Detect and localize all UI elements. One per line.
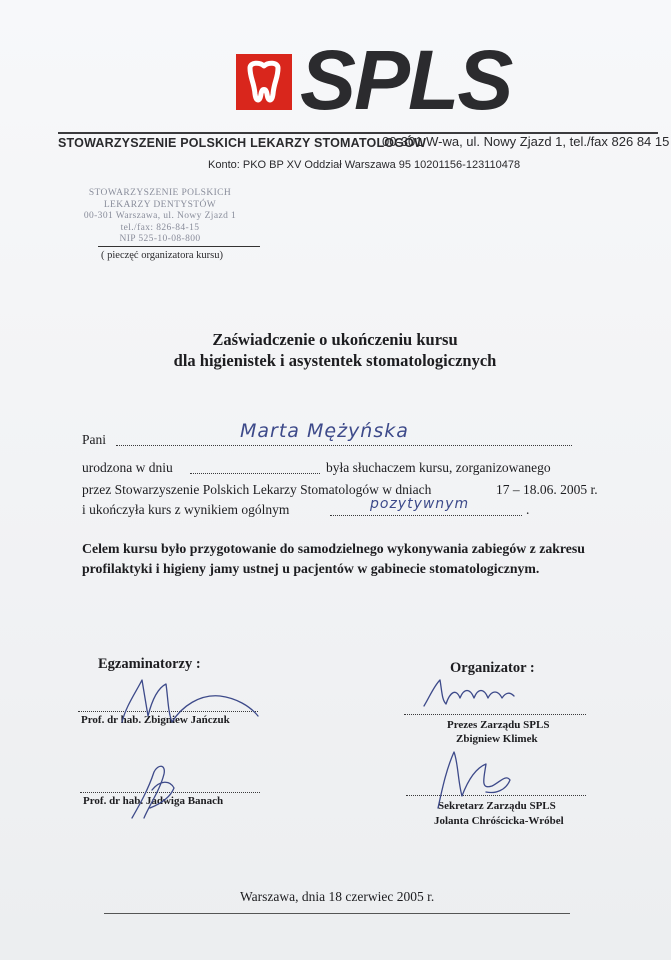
- attended-text: była słuchaczem kursu, zorganizowanego: [326, 460, 551, 475]
- stamp-caption: ( pieczęć organizatora kursu): [101, 250, 223, 261]
- organizer-heading: Organizator :: [450, 660, 535, 676]
- stamp-line: STOWARZYSZENIE POLSKICH: [88, 188, 232, 198]
- course-dates: 17 – 18.06. 2005 r.: [496, 482, 598, 497]
- stamp-line: LEKARZY DENTYSTÓW: [103, 199, 217, 210]
- signature-examiner-2: [132, 766, 174, 818]
- organization-name: STOWARZYSZENIE POLSKICH LEKARZY STOMATOLOGÓW: [58, 136, 427, 150]
- stamp-line: tel./fax: 826-84-15: [120, 222, 200, 233]
- president-title: Prezes Zarządu SPLS: [447, 719, 550, 731]
- logo-text: SPLS: [300, 33, 512, 127]
- pani-label: Pani: [82, 432, 107, 447]
- result-label: i ukończyła kurs z wynikiem ogólnym: [82, 502, 290, 517]
- handwritten-result: pozytywnym: [370, 496, 470, 512]
- secretary-name: Jolanta Chróścicka-Wróbel: [434, 815, 564, 827]
- handwritten-name: Marta Mężyńska: [240, 420, 409, 442]
- examiners-heading: Egzaminatorzy :: [98, 656, 201, 672]
- organization-address: 00-301 W-wa, ul. Nowy Zjazd 1, tel./fax 826 84 15: [382, 134, 670, 149]
- signature-examiner-1: [122, 680, 258, 722]
- signature-president: [424, 680, 514, 706]
- place-and-date: Warszawa, dnia 18 czerwiec 2005 r.: [240, 889, 435, 904]
- examiner-1-name: Prof. dr hab. Zbigniew Jańczuk: [81, 714, 230, 726]
- bank-account: Konto: PKO BP XV Oddział Warszawa 95 10201156-123110478: [208, 159, 521, 171]
- result-period: .: [526, 502, 530, 517]
- stamp-line: 00-301 Warszawa, ul. Nowy Zjazd 1: [83, 211, 237, 221]
- certificate-subtitle: dla higienistek i asystentek stomatologicznych: [173, 351, 497, 370]
- born-label: urodzona w dniu: [82, 460, 173, 475]
- signature-secretary: [438, 752, 510, 808]
- examiner-2-name: Prof. dr hab. Jadwiga Banach: [83, 795, 224, 807]
- course-purpose: Celem kursu było przygotowanie do samodzielnego wykonywania zabiegów z zakresu profilaktyki i higieny jamy ustnej u pacjentów w gabinecie stomatologicznym.: [82, 541, 585, 576]
- stamp-line: NIP 525-10-08-800: [119, 234, 201, 244]
- president-name: Zbigniew Klimek: [456, 733, 538, 745]
- secretary-title: Sekretarz Zarządu SPLS: [438, 800, 556, 812]
- certificate-title: Zaświadczenie o ukończeniu kursu: [212, 330, 458, 349]
- footer-divider: [104, 913, 570, 914]
- organized-by-text: przez Stowarzyszenie Polskich Lekarzy Stomatologów w dniach: [82, 482, 432, 497]
